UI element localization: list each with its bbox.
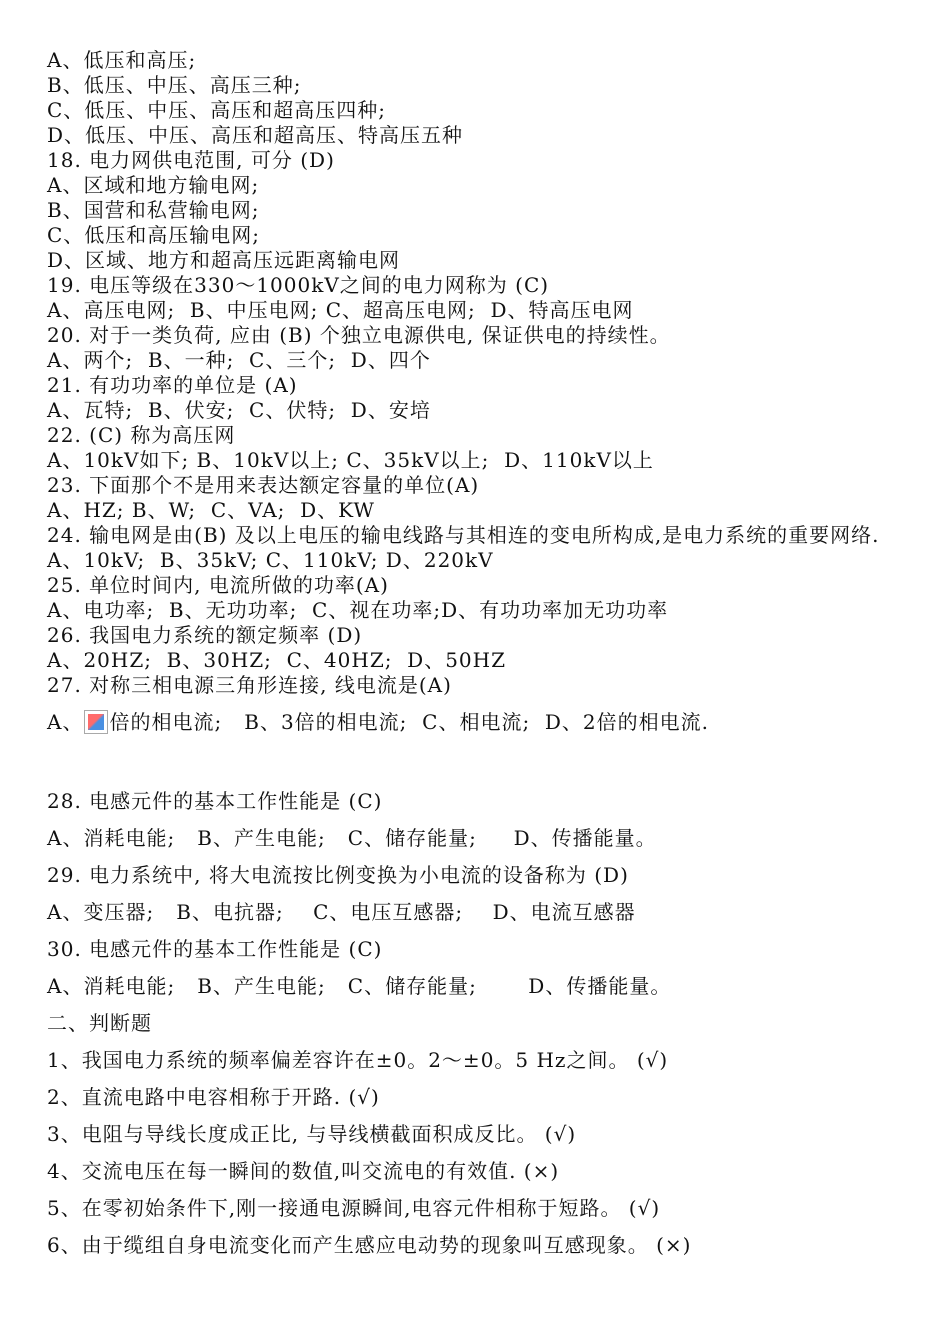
text-line: B、国营和私营输电网; [47,198,260,222]
text-line: A、变压器; B、电抗器; C、电压互感器; D、电流互感器 [47,900,636,924]
text-line: A、高压电网; B、中压电网; C、超高压电网; D、特高压电网 [47,298,634,322]
text-line: A、消耗电能; B、产生电能; C、储存能量; D、传播能量。 [47,974,672,998]
question-24: 24. 输电网是由(B) 及以上电压的输电线路与其相连的变电所构成,是电力系统的重要网络. [47,523,880,547]
text-line: D、低压、中压、高压和超高压、特高压五种 [47,123,464,147]
question-21: 21. 有功功率的单位是 (A) [47,373,298,397]
question-29: 29. 电力系统中, 将大电流按比例变换为小电流的设备称为 (D) [47,863,629,887]
text-line: A、10kV如下; B、10kV以上; C、35kV以上; D、110kV以上 [47,448,654,472]
question-26: 26. 我国电力系统的额定频率 (D) [47,623,363,647]
text-line: A、20HZ; B、30HZ; C、40HZ; D、50HZ [47,648,506,672]
question-20: 20. 对于一类负荷, 应由 (B) 个独立电源供电, 保证供电的持续性。 [47,323,671,347]
text-line: A、区域和地方输电网; [47,173,260,197]
text-line: C、低压和高压输电网; [47,223,261,247]
text-line: B、低压、中压、高压三种; [47,73,302,97]
judgment-6: 6、由于缆组自身电流变化而产生感应电动势的现象叫互感现象。 (×) [47,1233,692,1257]
q27-option-prefix: A、 [47,710,84,734]
q27-options [47,698,917,746]
question-18: 18. 电力网供电范围, 可分 (D) [47,148,335,172]
text-line: A、HZ; B、W; C、VA; D、KW [47,498,375,522]
question-27: 27. 对称三相电源三角形连接, 线电流是(A) [47,673,452,697]
text-line: A、10kV; B、35kV; C、110kV; D、220kV [47,548,494,572]
section-heading: 二、判断题 [47,1011,152,1035]
question-30: 30. 电感元件的基本工作性能是 (C) [47,937,383,961]
question-25: 25. 单位时间内, 电流所做的功率(A) [47,573,389,597]
text-line: A、低压和高压; [47,48,197,72]
question-19: 19. 电压等级在330～1000kV之间的电力网称为 (C) [47,273,550,297]
broken-image-icon [84,710,108,734]
question-22: 22. (C) 称为高压网 [47,423,236,447]
q27-option-rest: 倍的相电流; B、3倍的相电流; C、相电流; D、2倍的相电流. [109,710,710,734]
question-28: 28. 电感元件的基本工作性能是 (C) [47,789,383,813]
document-page [47,48,917,1264]
judgment-5: 5、在零初始条件下,刚一接通电源瞬间,电容元件相称于短路。 (√) [47,1196,661,1220]
text-line: C、低压、中压、高压和超高压四种; [47,98,387,122]
judgment-2: 2、直流电路中电容相称于开路. (√) [47,1085,380,1109]
question-23: 23. 下面那个不是用来表达额定容量的单位(A) [47,473,480,497]
text-line: A、消耗电能; B、产生电能; C、储存能量; D、传播能量。 [47,826,657,850]
text-line: A、瓦特; B、伏安; C、伏特; D、安培 [47,398,431,422]
judgment-4: 4、交流电压在每一瞬间的数值,叫交流电的有效值. (×) [47,1159,560,1183]
text-line: A、电功率; B、无功功率; C、视在功率;D、有功功率加无功功率 [47,598,669,622]
judgment-3: 3、电阻与导线长度成正比, 与导线横截面积成反比。 (√) [47,1122,577,1146]
text-line: D、区域、地方和超高压远距离输电网 [47,248,401,272]
judgment-1: 1、我国电力系统的频率偏差容许在±0。2～±0。5 Hz之间。 (√) [47,1048,669,1072]
text-line: A、两个; B、一种; C、三个; D、四个 [47,348,431,372]
